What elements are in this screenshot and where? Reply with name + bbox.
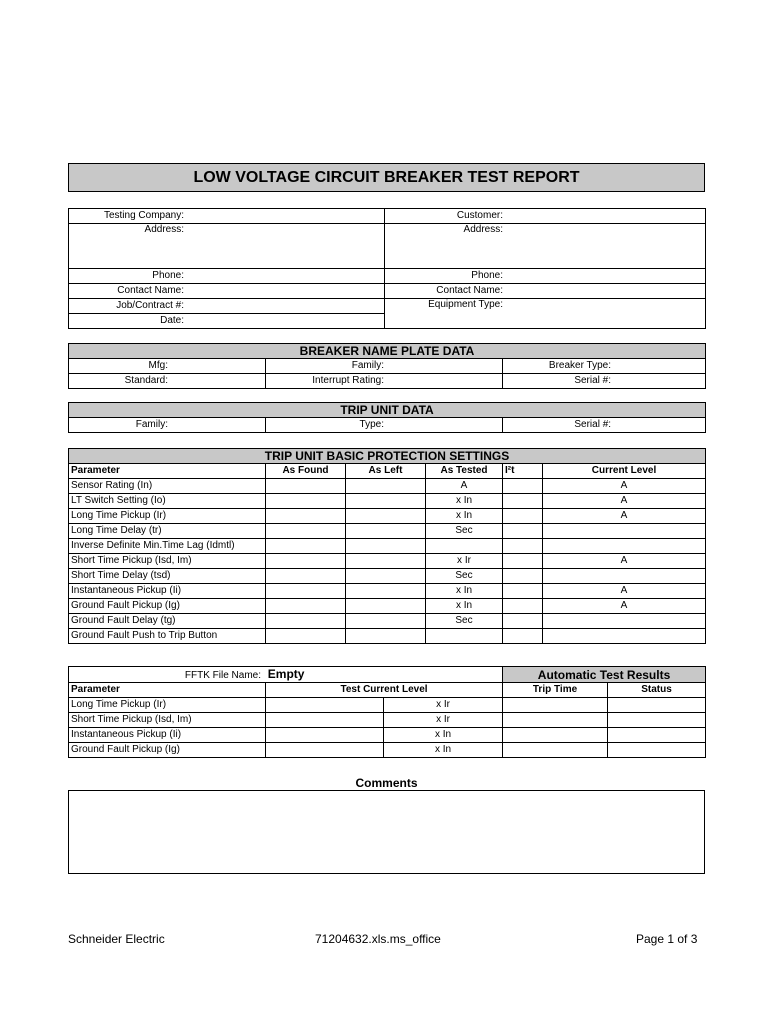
i2t-cell[interactable] [503, 629, 543, 644]
test-level-input[interactable] [266, 698, 384, 713]
customer-contact-label: Contact Name: [385, 284, 706, 299]
current-level-unit [543, 569, 706, 584]
current-level-unit [543, 524, 706, 539]
settings-row [69, 479, 706, 494]
col-i2t: I²t [503, 464, 543, 479]
auto-rows [69, 698, 706, 758]
test-level-unit: x In [384, 743, 503, 758]
as-tested-unit: x In [426, 584, 503, 599]
settings-row [69, 524, 706, 539]
as-left-cell[interactable] [346, 479, 426, 494]
settings-param-cell: Sensor Rating (In) [69, 479, 266, 494]
settings-row [69, 584, 706, 599]
auto-row [69, 728, 706, 743]
company-info-table [68, 208, 706, 329]
auto-col-level: Test Current Level [266, 683, 503, 698]
trip-time-cell[interactable] [503, 698, 608, 713]
auto-param-cell: Long Time Pickup (Ir) [69, 698, 266, 713]
trip-time-cell[interactable] [503, 713, 608, 728]
as-tested-unit: A [426, 479, 503, 494]
as-found-cell[interactable] [266, 629, 346, 644]
mfg-label: Mfg: [69, 359, 266, 374]
footer-right: Page 1 of 3 [636, 932, 698, 946]
job-contract-label: Job/Contract #: [69, 299, 385, 314]
settings-param-cell: Ground Fault Delay (tg) [69, 614, 266, 629]
as-left-cell[interactable] [346, 524, 426, 539]
settings-header: TRIP UNIT BASIC PROTECTION SETTINGS [69, 449, 706, 464]
as-found-cell[interactable] [266, 614, 346, 629]
settings-param-cell: Ground Fault Pickup (Ig) [69, 599, 266, 614]
trip-unit-header: TRIP UNIT DATA [69, 403, 706, 418]
settings-row [69, 629, 706, 644]
nameplate-header: BREAKER NAME PLATE DATA [69, 344, 706, 359]
as-tested-unit: x Ir [426, 554, 503, 569]
i2t-cell[interactable] [503, 554, 543, 569]
as-left-cell[interactable] [346, 599, 426, 614]
current-level-unit [543, 539, 706, 554]
settings-rows [69, 479, 706, 644]
col-as-left: As Left [346, 464, 426, 479]
fftk-label: FFTK File Name: [184, 669, 261, 681]
as-tested-unit: Sec [426, 569, 503, 584]
interrupt-rating-label: Interrupt Rating: [266, 374, 503, 389]
as-left-cell[interactable] [346, 569, 426, 584]
phone-label: Phone: [69, 269, 385, 284]
status-cell[interactable] [608, 743, 706, 758]
settings-param-cell: Ground Fault Push to Trip Button [69, 629, 266, 644]
as-left-cell[interactable] [346, 539, 426, 554]
comments-box[interactable] [68, 790, 705, 874]
test-level-input[interactable] [266, 743, 384, 758]
i2t-cell[interactable] [503, 614, 543, 629]
settings-param-cell: Long Time Delay (tr) [69, 524, 266, 539]
as-left-cell[interactable] [346, 629, 426, 644]
as-left-cell[interactable] [346, 509, 426, 524]
as-found-cell[interactable] [266, 539, 346, 554]
auto-test-table [68, 666, 706, 758]
auto-col-status: Status [608, 683, 706, 698]
as-tested-unit: x In [426, 494, 503, 509]
col-current-level: Current Level [543, 464, 706, 479]
as-left-cell[interactable] [346, 614, 426, 629]
auto-param-cell: Ground Fault Pickup (Ig) [69, 743, 266, 758]
settings-param-cell: Inverse Definite Min.Time Lag (Idmtl) [69, 539, 266, 554]
customer-address-label: Address: [385, 224, 706, 269]
comments-label: Comments [355, 776, 418, 790]
equipment-type-label: Equipment Type: [385, 299, 706, 329]
as-found-cell[interactable] [266, 524, 346, 539]
standard-label: Standard: [69, 374, 266, 389]
auto-param-cell: Instantaneous Pickup (Ii) [69, 728, 266, 743]
i2t-cell[interactable] [503, 539, 543, 554]
settings-param-cell: LT Switch Setting (Io) [69, 494, 266, 509]
i2t-cell[interactable] [503, 509, 543, 524]
current-level-unit: A [543, 599, 706, 614]
trip-family-label: Family: [69, 418, 266, 433]
as-found-cell[interactable] [266, 554, 346, 569]
status-cell[interactable] [608, 728, 706, 743]
auto-results-header: Automatic Test Results [503, 667, 706, 683]
settings-row [69, 494, 706, 509]
auto-param-cell: Short Time Pickup (Isd, Im) [69, 713, 266, 728]
current-level-unit: A [543, 554, 706, 569]
trip-unit-table [68, 402, 706, 433]
as-tested-unit [426, 629, 503, 644]
as-tested-unit [426, 539, 503, 554]
test-level-unit: x Ir [384, 713, 503, 728]
fftk-value: Empty [267, 666, 305, 681]
auto-row [69, 698, 706, 713]
breaker-type-label: Breaker Type: [503, 359, 706, 374]
test-level-unit: x Ir [384, 698, 503, 713]
current-level-unit: A [543, 509, 706, 524]
settings-param-cell: Instantaneous Pickup (Ii) [69, 584, 266, 599]
test-level-input[interactable] [266, 713, 384, 728]
current-level-unit: A [543, 584, 706, 599]
address-label: Address: [69, 224, 385, 269]
as-left-cell[interactable] [346, 494, 426, 509]
as-found-cell[interactable] [266, 509, 346, 524]
settings-param-cell: Long Time Pickup (Ir) [69, 509, 266, 524]
as-tested-unit: x In [426, 599, 503, 614]
status-cell[interactable] [608, 713, 706, 728]
fftk-row [69, 667, 503, 683]
status-cell[interactable] [608, 698, 706, 713]
current-level-unit: A [543, 479, 706, 494]
test-level-input[interactable] [266, 728, 384, 743]
as-tested-unit: x In [426, 509, 503, 524]
auto-row [69, 713, 706, 728]
current-level-unit [543, 614, 706, 629]
settings-param-cell: Short Time Delay (tsd) [69, 569, 266, 584]
settings-row [69, 569, 706, 584]
nameplate-table [68, 343, 706, 389]
auto-row [69, 743, 706, 758]
settings-row [69, 614, 706, 629]
contact-name-label: Contact Name: [69, 284, 385, 299]
settings-row [69, 599, 706, 614]
settings-row [69, 539, 706, 554]
settings-param-cell: Short Time Pickup (Isd, Im) [69, 554, 266, 569]
auto-col-trip-time: Trip Time [503, 683, 608, 698]
testing-company-label: Testing Company: [69, 209, 385, 224]
as-found-cell[interactable] [266, 599, 346, 614]
i2t-cell[interactable] [503, 599, 543, 614]
date-label: Date: [69, 314, 385, 329]
footer-left: Schneider Electric [68, 932, 165, 946]
as-tested-unit: Sec [426, 524, 503, 539]
serial-label: Serial #: [503, 374, 706, 389]
i2t-cell[interactable] [503, 479, 543, 494]
as-left-cell[interactable] [346, 554, 426, 569]
auto-col-parameter: Parameter [69, 683, 266, 698]
i2t-cell[interactable] [503, 584, 543, 599]
test-level-unit: x In [384, 728, 503, 743]
as-found-cell[interactable] [266, 494, 346, 509]
report-title: LOW VOLTAGE CIRCUIT BREAKER TEST REPORT [68, 163, 705, 192]
settings-row [69, 509, 706, 524]
trip-time-cell[interactable] [503, 728, 608, 743]
trip-time-cell[interactable] [503, 743, 608, 758]
family-label: Family: [266, 359, 503, 374]
trip-serial-label: Serial #: [503, 418, 706, 433]
as-left-cell[interactable] [346, 584, 426, 599]
customer-label: Customer: [385, 209, 706, 224]
footer-center: 71204632.xls.ms_office [315, 932, 441, 946]
as-found-cell[interactable] [266, 584, 346, 599]
as-tested-unit: Sec [426, 614, 503, 629]
i2t-cell[interactable] [503, 494, 543, 509]
col-as-found: As Found [266, 464, 346, 479]
col-parameter: Parameter [69, 464, 266, 479]
col-as-tested: As Tested [426, 464, 503, 479]
current-level-unit: A [543, 494, 706, 509]
settings-row [69, 554, 706, 569]
settings-table [68, 448, 706, 644]
i2t-cell[interactable] [503, 524, 543, 539]
customer-phone-label: Phone: [385, 269, 706, 284]
as-found-cell[interactable] [266, 479, 346, 494]
i2t-cell[interactable] [503, 569, 543, 584]
current-level-unit [543, 629, 706, 644]
as-found-cell[interactable] [266, 569, 346, 584]
trip-type-label: Type: [266, 418, 503, 433]
